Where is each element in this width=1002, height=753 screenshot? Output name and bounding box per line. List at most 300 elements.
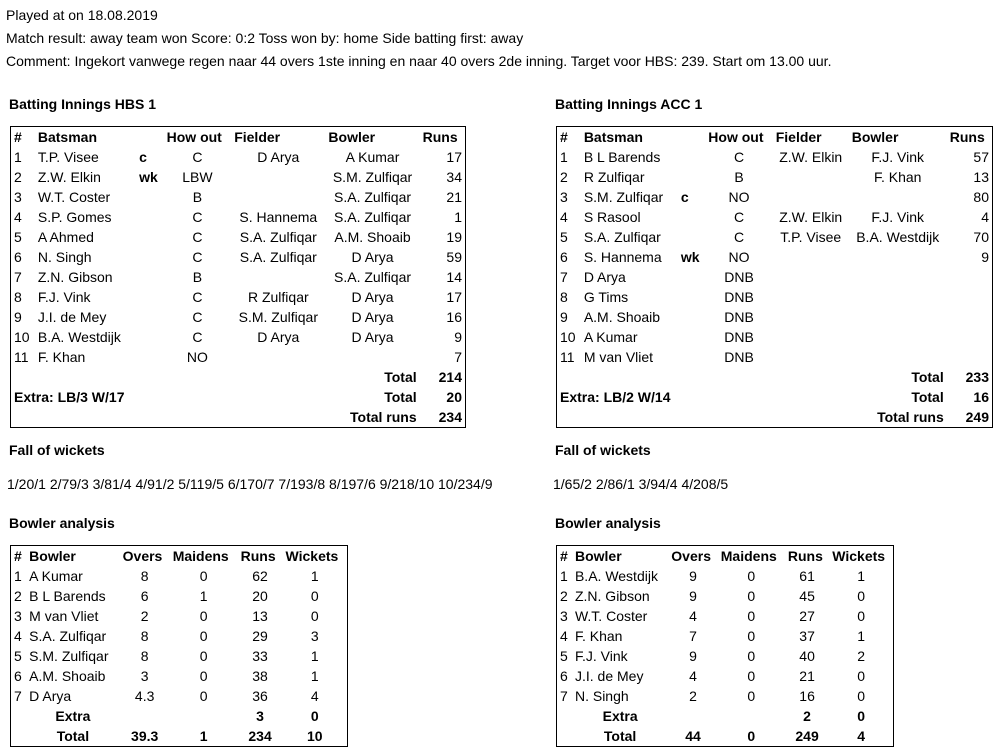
bowling-foot-cell: 249 (795, 728, 819, 744)
batting-cell: D Arya (351, 329, 394, 345)
innings-title: Batting Innings ACC 1 (555, 96, 703, 112)
batting-cell (849, 287, 947, 307)
batting-extra-row (557, 387, 993, 407)
bowling-cell: 2 (14, 588, 22, 604)
bowling-header: Runs (240, 548, 276, 564)
batting-cell: B (192, 269, 203, 285)
bowling-cell: 4 (689, 668, 697, 684)
bowling-cell: 2 (689, 688, 697, 704)
batting-cell (675, 267, 705, 287)
batting-cell: 5 (560, 229, 568, 245)
bowling-cell: 7 (689, 628, 697, 644)
batting-cell: C (192, 209, 203, 225)
bowling-cell: 3 (14, 608, 22, 624)
extra-text (557, 407, 849, 428)
batting-cell: D Arya (351, 289, 394, 305)
batting-cell (773, 187, 849, 207)
batting-cell: 10 (14, 329, 30, 345)
innings-title: Batting Innings HBS 1 (9, 96, 156, 112)
extra-text (557, 367, 849, 387)
batting-cell (675, 227, 705, 247)
bowling-cell: 38 (252, 668, 268, 684)
batting-cell: LBW (182, 169, 213, 185)
batting-cell: D Arya (351, 249, 394, 265)
batting-cell (947, 327, 993, 347)
batting-cell: T.P. Visee (37, 149, 99, 165)
bowling-cell: 16 (799, 688, 815, 704)
batting-cell: 6 (560, 249, 568, 265)
bowling-cell: 36 (252, 688, 268, 704)
bowling-foot-cell: 0 (310, 708, 319, 724)
batting-cell: 2 (14, 169, 22, 185)
bowling-cell: A Kumar (29, 568, 83, 584)
batting-cell: B (734, 169, 744, 185)
bowling-cell: 4 (310, 688, 319, 704)
bowling-foot-cell: 234 (248, 728, 272, 744)
total-value: 233 (965, 369, 989, 385)
bowling-cell: 20 (252, 588, 268, 604)
batting-cell: F.J. Vink (871, 209, 925, 225)
bowling-cell: 21 (799, 668, 815, 684)
batting-cell: S. Hannema (583, 249, 662, 265)
batting-cell: F. Khan (873, 169, 922, 185)
extra-text (11, 367, 326, 387)
bowling-cell: 8 (140, 568, 149, 584)
batting-table (556, 126, 993, 428)
batting-cell: C (733, 149, 745, 165)
batting-cell: DNB (724, 269, 754, 285)
batting-row (557, 227, 993, 247)
batting-cell: A Kumar (583, 329, 638, 345)
total-label: Total (384, 369, 417, 385)
batting-cell: C (192, 229, 203, 245)
match-result: Match result: away team won Score: 0:2 Toss won by: home Side batting first: away (6, 30, 524, 46)
bowling-cell: 0 (310, 608, 319, 624)
batting-cell (675, 147, 705, 167)
batting-cell (947, 267, 993, 287)
bowling-row (11, 646, 348, 666)
batting-cell: 8 (560, 289, 568, 305)
fow-title: Fall of wickets (555, 442, 651, 458)
batting-cell: S.M. Zulfiqar (238, 309, 318, 325)
batting-cell: 9 (981, 249, 989, 265)
bowling-cell: 0 (747, 568, 756, 584)
bowling-cell: 61 (799, 568, 815, 584)
batting-row (557, 327, 993, 347)
bowling-foot-cell: 44 (685, 728, 701, 744)
fow-list: 1/65/2 2/86/1 3/94/4 4/208/5 (553, 476, 729, 492)
batting-cell: Z.N. Gibson (37, 269, 113, 285)
batting-cell (849, 307, 947, 327)
batting-cell: 1 (560, 149, 568, 165)
batting-cell (675, 167, 705, 187)
batting-header: # (560, 129, 568, 145)
total-value: 20 (446, 389, 462, 405)
batting-cell: S.A. Zulfiqar (334, 269, 412, 285)
batting-cell (133, 307, 164, 327)
bowling-cell: M van Vliet (29, 608, 99, 624)
batting-row (557, 167, 993, 187)
bowling-cell: J.I. de Mey (574, 668, 644, 684)
batting-cell: T.P. Visee (780, 229, 842, 245)
batting-cell: 3 (560, 189, 568, 205)
bowling-cell: N. Singh (574, 688, 629, 704)
bowling-cell: 0 (747, 688, 756, 704)
bowling-cell: 1 (857, 628, 866, 644)
batting-row (557, 287, 993, 307)
batting-cell: 13 (973, 169, 989, 185)
bowling-row (557, 626, 894, 646)
batting-row (11, 287, 466, 307)
bowling-cell: 0 (199, 628, 208, 644)
batting-cell: C (733, 209, 745, 225)
bowling-cell: A.M. Shoaib (29, 668, 106, 684)
batting-cell (675, 207, 705, 227)
bowling-row (11, 606, 348, 626)
bowling-foot-cell (718, 706, 785, 726)
batting-cell (773, 307, 849, 327)
bowling-extra-row (557, 706, 894, 726)
bowling-cell: 3 (560, 608, 568, 624)
batting-cell: 9 (454, 329, 462, 345)
batting-cell: NO (728, 249, 750, 265)
bowling-cell: 3 (140, 668, 149, 684)
batting-cell: B L Barends (583, 149, 661, 165)
batting-row (11, 187, 466, 207)
batting-cell (133, 267, 164, 287)
bowling-table (556, 545, 894, 747)
batting-table (10, 126, 466, 428)
total-value: 249 (965, 409, 989, 425)
batting-cell (773, 327, 849, 347)
batting-row (557, 187, 993, 207)
batting-cell: 2 (560, 169, 568, 185)
batting-cell: D Arya (351, 309, 394, 325)
bowling-cell: F. Khan (574, 628, 623, 644)
bowling-total-row (11, 726, 348, 747)
bowling-cell: 0 (199, 648, 208, 664)
batting-cell: Z.W. Elkin (37, 169, 101, 185)
bowling-cell: D Arya (29, 688, 72, 704)
batting-cell (947, 347, 993, 367)
bowling-cell: 6 (14, 668, 22, 684)
batting-cell: C (192, 289, 203, 305)
bowling-cell: 27 (799, 608, 815, 624)
bowling-row (557, 586, 894, 606)
batting-cell (773, 287, 849, 307)
batting-cell: 80 (973, 189, 989, 205)
batting-cell (231, 347, 325, 367)
batting-cell: wk (680, 249, 700, 265)
bowling-row (557, 606, 894, 626)
batting-cell: S.A. Zulfiqar (239, 229, 317, 245)
bowling-cell: 1 (560, 568, 568, 584)
batting-cell: F.J. Vink (871, 149, 925, 165)
bowling-row (557, 646, 894, 666)
bowling-cell: 0 (747, 588, 756, 604)
batting-cell: D Arya (583, 269, 626, 285)
batting-cell: 9 (14, 309, 22, 325)
bowling-header: Bowler (29, 548, 76, 564)
batting-cell (325, 347, 419, 367)
bowling-header: Wickets (832, 548, 886, 564)
bowling-foot-cell: 1 (199, 728, 208, 744)
bowling-cell: 0 (199, 668, 208, 684)
bowling-row (11, 566, 348, 586)
batting-cell: 7 (14, 269, 22, 285)
batting-row (557, 247, 993, 267)
bowling-header: Bowler (574, 548, 622, 564)
bowling-foot-cell: 3 (256, 708, 264, 724)
bowling-cell: 0 (747, 608, 756, 624)
batting-cell: 59 (446, 249, 462, 265)
bowling-cell: 8 (140, 648, 149, 664)
bowling-foot-cell: Extra (55, 708, 91, 724)
batting-cell: Z.W. Elkin (779, 209, 843, 225)
batting-cell (133, 247, 164, 267)
bowling-header: Runs (787, 548, 823, 564)
total-label: Total (911, 389, 944, 405)
bowling-cell: 8 (140, 628, 149, 644)
batting-total-row (557, 367, 993, 387)
batting-cell (133, 287, 164, 307)
bowling-cell: B.A. Westdijk (574, 568, 658, 584)
bowling-cell: B L Barends (29, 588, 106, 604)
extra-text (11, 407, 326, 428)
bowling-cell: S.A. Zulfiqar (29, 628, 107, 644)
batting-header (133, 127, 164, 148)
bowling-cell: 9 (689, 588, 697, 604)
batting-cell: C (192, 309, 203, 325)
bowling-header: # (14, 548, 22, 564)
batting-cell (947, 287, 993, 307)
bowling-cell: 2 (857, 648, 866, 664)
fow-list: 1/20/1 2/79/3 3/81/4 4/91/2 5/119/5 6/170/7 7/193/8 8/197/6 9/218/10 10/234/9 (7, 476, 493, 492)
batting-cell: 4 (14, 209, 22, 225)
bowling-cell: 0 (747, 668, 756, 684)
bowling-cell: 4.3 (134, 688, 155, 704)
batting-cell (675, 327, 705, 347)
batting-cell: 16 (446, 309, 462, 325)
batting-cell: 4 (981, 209, 989, 225)
bowling-cell: 33 (252, 648, 268, 664)
batting-cell: 10 (560, 329, 576, 345)
bowling-header: Maidens (720, 548, 777, 564)
batting-cell (773, 267, 849, 287)
batting-header: How out (708, 129, 764, 145)
batting-row (11, 327, 466, 347)
bowling-foot-cell (120, 706, 170, 726)
batting-row (11, 227, 466, 247)
bowling-cell: 9 (689, 648, 697, 664)
batting-cell: 21 (446, 189, 462, 205)
batting-cell: A Ahmed (37, 229, 94, 245)
bowling-row (557, 566, 894, 586)
batting-cell: c (680, 189, 689, 205)
bowling-cell: 1 (14, 568, 22, 584)
bowling-cell: Z.N. Gibson (574, 588, 650, 604)
bowling-header: Overs (671, 548, 711, 564)
batting-header: How out (166, 129, 222, 145)
batting-header: Batsman (583, 129, 643, 145)
bowler-analysis-title: Bowler analysis (9, 515, 115, 531)
bowling-row (11, 626, 348, 646)
bowling-foot-cell: 0 (857, 708, 866, 724)
batting-cell (675, 307, 705, 327)
batting-cell (231, 167, 325, 187)
total-label: Total (911, 369, 944, 385)
batting-cell: 9 (560, 309, 568, 325)
batting-header: Batsman (37, 129, 97, 145)
total-label: Total runs (877, 409, 944, 425)
batting-cell: B.A. Westdijk (856, 229, 940, 245)
bowling-cell: 2 (560, 588, 568, 604)
bowling-cell: 1 (310, 668, 319, 684)
batting-cell: S.M. Zulfiqar (332, 169, 413, 185)
bowling-cell: 0 (857, 688, 866, 704)
batting-row (557, 347, 993, 367)
batting-cell: 4 (560, 209, 568, 225)
batting-extra-row (11, 387, 466, 407)
batting-row (557, 267, 993, 287)
batting-header: Fielder (234, 129, 281, 145)
batting-cell: G Tims (583, 289, 629, 305)
batting-cell (133, 347, 164, 367)
batting-cell (133, 187, 164, 207)
bowling-foot-cell: 0 (747, 728, 756, 744)
batting-cell: 34 (446, 169, 462, 185)
batting-cell: A.M. Shoaib (334, 229, 411, 245)
batting-cell (675, 347, 705, 367)
batting-cell: S. Hannema (239, 209, 318, 225)
batting-row (557, 207, 993, 227)
bowling-row (11, 686, 348, 706)
batting-cell: C (192, 249, 203, 265)
bowling-cell: 0 (199, 608, 208, 624)
batting-row (11, 147, 466, 167)
bowling-cell: 4 (560, 628, 568, 644)
batting-cell: 11 (560, 349, 575, 365)
batting-cell (133, 207, 164, 227)
batting-cell: N. Singh (37, 249, 92, 265)
batting-cell (675, 287, 705, 307)
batting-cell: S.P. Gomes (37, 209, 112, 225)
batting-runs-row (11, 407, 466, 428)
batting-header (675, 127, 705, 148)
batting-cell: D Arya (257, 329, 300, 345)
batting-cell: 17 (446, 149, 462, 165)
bowling-cell: 3 (310, 628, 319, 644)
batting-cell (133, 327, 164, 347)
batting-cell (849, 347, 947, 367)
extra-text: Extra: LB/2 W/14 (560, 389, 671, 405)
bowling-cell: 5 (14, 648, 22, 664)
batting-cell: C (192, 329, 203, 345)
batting-row (11, 207, 466, 227)
batting-cell: 1 (14, 149, 22, 165)
bowling-cell: 40 (799, 648, 815, 664)
batting-cell: 70 (973, 229, 989, 245)
batting-header: Fielder (775, 129, 822, 145)
bowling-cell: 6 (560, 668, 568, 684)
batting-cell: 7 (454, 349, 462, 365)
total-value: 214 (438, 369, 462, 385)
batting-cell (947, 307, 993, 327)
bowling-header: # (560, 548, 568, 564)
bowling-cell: 0 (199, 568, 208, 584)
bowling-cell: 45 (799, 588, 815, 604)
batting-cell: R Zulfiqar (247, 289, 309, 305)
batting-row (11, 307, 466, 327)
bowling-foot-cell (170, 706, 238, 726)
bowling-foot-cell: 39.3 (131, 728, 159, 744)
batting-cell: 5 (14, 229, 22, 245)
bowling-foot-cell: Total (56, 728, 90, 744)
bowling-header: Overs (122, 548, 163, 564)
total-label: Total runs (350, 409, 417, 425)
bowling-cell: 4 (14, 628, 22, 644)
batting-row (11, 267, 466, 287)
bowling-header: Wickets (285, 548, 339, 564)
batting-cell (849, 327, 947, 347)
batting-row (557, 307, 993, 327)
batting-cell (773, 167, 849, 187)
batting-cell: NO (186, 349, 208, 365)
bowling-row (557, 686, 894, 706)
batting-cell: W.T. Coster (37, 189, 111, 205)
bowling-cell: 2 (140, 608, 149, 624)
batting-cell: F.J. Vink (37, 289, 91, 305)
batting-header: Bowler (328, 129, 376, 145)
batting-cell: S.A. Zulfiqar (583, 229, 661, 245)
bowling-cell: 0 (747, 648, 756, 664)
bowling-foot-cell: 2 (803, 708, 811, 724)
batting-cell: C (192, 149, 203, 165)
batting-cell: NO (728, 189, 750, 205)
bowling-cell: W.T. Coster (574, 608, 648, 624)
batting-cell: 1 (454, 209, 462, 225)
batting-cell: DNB (724, 349, 754, 365)
batting-header: Runs (949, 129, 985, 145)
batting-cell: 19 (446, 229, 462, 245)
total-value: 234 (438, 409, 462, 425)
bowling-extra-row (11, 706, 348, 726)
batting-cell (231, 187, 325, 207)
batting-cell: S.A. Zulfiqar (334, 189, 412, 205)
batting-cell (773, 247, 849, 267)
batting-cell: S.M. Zulfiqar (583, 189, 664, 205)
batting-cell: 7 (560, 269, 568, 285)
batting-cell: S.A. Zulfiqar (334, 209, 412, 225)
batting-cell: DNB (724, 329, 754, 345)
bowling-cell: 7 (14, 688, 22, 704)
played-info: Played at on 18.08.2019 (6, 7, 158, 23)
bowling-row (11, 666, 348, 686)
batting-cell: 6 (14, 249, 22, 265)
bowling-cell: 1 (857, 568, 866, 584)
batting-cell: 14 (446, 269, 462, 285)
bowling-cell: 1 (310, 568, 319, 584)
match-comment: Comment: Ingekort vanwege regen naar 44 overs 1ste inning en naar 40 overs 2de inning. Target voor HBS: 239. Start om 13.00 uur. (6, 53, 832, 69)
batting-header: # (14, 129, 22, 145)
batting-cell: A.M. Shoaib (583, 309, 661, 325)
bowling-header: Maidens (172, 548, 229, 564)
batting-cell: 57 (973, 149, 989, 165)
batting-cell: 17 (446, 289, 462, 305)
batting-cell: J.I. de Mey (37, 309, 107, 325)
batting-cell: 11 (14, 349, 29, 365)
batting-row (11, 167, 466, 187)
